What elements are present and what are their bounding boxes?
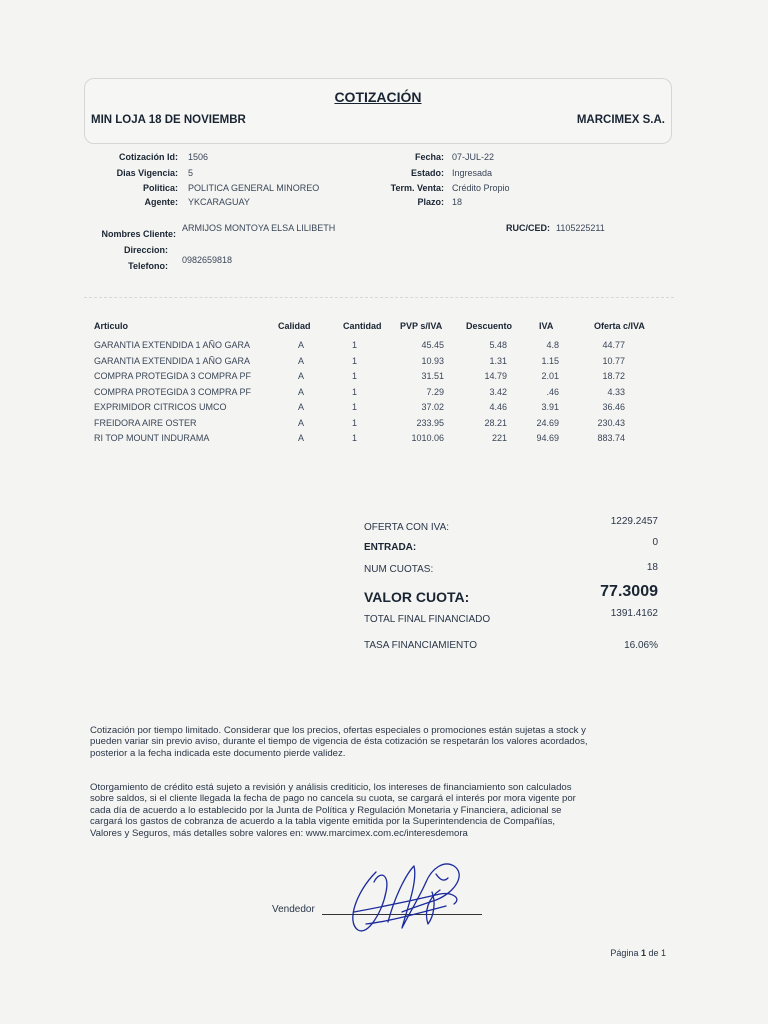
cell-offer: 44.77 <box>602 340 625 350</box>
cell-quantity: 1 <box>352 402 358 412</box>
date-label: Fecha: <box>414 152 444 162</box>
note-line: Otorgamiento de crédito está sujeto a revisión y análisis crediticio, los intereses de financiamiento son calculados <box>90 782 572 793</box>
seller-signature <box>336 852 476 942</box>
cell-discount: 14.79 <box>484 371 507 381</box>
total-financed-label: TOTAL FINAL FINANCIADO <box>364 614 491 625</box>
cell-offer: 230.43 <box>597 417 625 428</box>
col-header-article: Articulo <box>94 321 129 331</box>
phone-value: 0982659818 <box>182 255 233 265</box>
cell-iva: 4.8 <box>546 340 559 350</box>
agent-label: Agente: <box>144 197 178 207</box>
cell-article: FREIDORA AIRE OSTER <box>94 417 197 428</box>
cell-offer: 883.74 <box>597 433 625 443</box>
page-prefix: Página <box>610 948 641 958</box>
cell-iva: 2.01 <box>541 371 559 381</box>
total-financed-value: 1391.4162 <box>610 608 658 619</box>
header-box <box>84 78 672 144</box>
status-label: Estado: <box>410 168 444 178</box>
agent-value: YKCARAGUAY <box>188 197 250 207</box>
cell-pvp: 233.95 <box>416 417 444 428</box>
document-title: COTIZACIÓN <box>334 89 422 105</box>
cell-offer: 4.33 <box>607 386 625 397</box>
cell-article: RI TOP MOUNT INDURAMA <box>94 433 210 443</box>
sale-term-label: Term. Venta: <box>390 183 444 193</box>
cell-discount: 5.48 <box>489 340 507 350</box>
note-line: Valores y Seguros, más detalles sobre valores en: www.marcimex.com.ec/interesdemora <box>90 827 468 839</box>
phone-label: Telefono: <box>128 261 168 271</box>
cell-quantity: 1 <box>352 355 358 366</box>
cell-discount: 1.31 <box>489 355 507 366</box>
validity-days-value: 5 <box>188 168 194 178</box>
cell-quantity: 1 <box>352 386 358 397</box>
cell-quality: A <box>298 371 305 381</box>
cell-iva: 1.15 <box>541 355 559 366</box>
term-value: 18 <box>452 197 463 207</box>
cell-quality: A <box>298 433 305 443</box>
note-line: pueden variar sin previo aviso, durante el tiempo de vigencia de ésta cotización se respetarán los valores acordados, <box>90 736 588 748</box>
cell-article: COMPRA PROTEGIDA 3 COMPRA PF <box>94 386 252 397</box>
branch-name: MIN LOJA 18 DE NOVIEMBR <box>91 114 246 126</box>
cell-article: GARANTIA EXTENDIDA 1 AÑO GARA <box>94 355 251 366</box>
cell-iva: 94.69 <box>536 433 559 443</box>
cell-pvp: 45.45 <box>421 340 444 350</box>
page-total: 1 <box>660 948 666 958</box>
note-line: sobre saldos, si el cliente llegada la fecha de pago no cancela su cuota, se cargará el interés por mora vigente por <box>90 793 576 805</box>
cell-quality: A <box>298 340 305 350</box>
cell-discount: 28.21 <box>484 417 507 428</box>
col-header-iva: IVA <box>539 321 554 331</box>
policy-label: Politica: <box>142 183 178 193</box>
col-header-pvp: PVP s/IVA <box>400 321 443 331</box>
cell-iva: .46 <box>546 386 559 397</box>
status-value: Ingresada <box>452 168 493 178</box>
cell-iva: 3.91 <box>541 402 559 412</box>
page-separator: de <box>645 948 661 958</box>
cell-quality: A <box>298 402 305 412</box>
cell-article: GARANTIA EXTENDIDA 1 AÑO GARA <box>94 340 251 350</box>
note-line: Cotización por tiempo limitado. Considerar que los precios, ofertas especiales o promociones están sujetas a stock y <box>90 725 586 736</box>
cell-article: EXPRIMIDOR CITRICOS UMCO <box>94 402 227 412</box>
financing-rate-value: 16.06% <box>624 640 658 651</box>
term-label: Plazo: <box>417 197 444 207</box>
offer-with-iva-label: OFERTA CON IVA: <box>364 522 450 533</box>
offer-with-iva-value: 1229.2457 <box>610 516 658 527</box>
credit-note <box>90 782 668 839</box>
cell-offer: 18.72 <box>602 371 625 381</box>
installments-value: 18 <box>646 562 658 573</box>
validity-note <box>90 725 668 759</box>
cell-quality: A <box>298 355 305 366</box>
cell-quantity: 1 <box>352 433 358 443</box>
ruc-value: 1105225211 <box>556 223 605 233</box>
cell-iva: 24.69 <box>536 417 559 428</box>
ruc-label: RUC/CED: <box>506 223 550 233</box>
date-value: 07-JUL-22 <box>452 152 495 162</box>
installments-label: NUM CUOTAS: <box>364 564 434 575</box>
col-header-discount: Descuento <box>466 321 513 331</box>
validity-days-label: Dias Vigencia: <box>116 168 178 178</box>
note-line: cada día de acuerdo a lo establecido por la Junta de Política y Regulación Monetaria y Financiera, adicional se <box>90 804 562 816</box>
cell-offer: 36.46 <box>602 402 625 412</box>
quote-id-label: Cotización Id: <box>119 152 178 162</box>
cell-quality: A <box>298 386 305 397</box>
seller-label: Vendedor <box>272 904 315 915</box>
page-number <box>610 948 666 958</box>
cell-quantity: 1 <box>352 340 358 350</box>
cell-discount: 221 <box>491 433 507 443</box>
address-label: Direccion: <box>123 245 168 255</box>
cell-pvp: 7.29 <box>426 386 444 397</box>
cell-article: COMPRA PROTEGIDA 3 COMPRA PF <box>94 371 252 381</box>
company-name: MARCIMEX S.A. <box>576 114 665 126</box>
down-payment-value: 0 <box>652 537 658 548</box>
cell-discount: 3.42 <box>489 386 507 397</box>
down-payment-label: ENTRADA: <box>364 542 417 553</box>
sale-term-value: Crédito Propio <box>452 183 510 193</box>
note-line: cargará los gastos de cobranza de acuerdo a la tabla vigente emitida por la Superintendencia de Compañías, <box>90 816 556 828</box>
col-header-offer: Oferta c/IVA <box>594 321 645 331</box>
col-header-quantity: Cantidad <box>343 321 382 331</box>
page-current: 1 <box>640 948 646 958</box>
cell-discount: 4.46 <box>489 402 507 412</box>
section-divider <box>84 297 674 298</box>
installment-value-label: VALOR CUOTA: <box>364 589 470 605</box>
cell-pvp: 37.02 <box>421 402 444 412</box>
policy-value: POLITICA GENERAL MINOREO <box>188 183 320 193</box>
cell-pvp: 1010.06 <box>411 433 444 443</box>
quote-id-value: 1506 <box>188 152 209 162</box>
client-name-label: Nombres Cliente: <box>101 229 176 239</box>
note-line: posterior a la fecha indicada este documento pierde validez. <box>90 747 346 759</box>
cell-quality: A <box>298 417 305 428</box>
financing-rate-label: TASA FINANCIAMIENTO <box>364 640 477 651</box>
cell-pvp: 31.51 <box>421 371 444 381</box>
cell-offer: 10.77 <box>602 355 625 366</box>
cell-quantity: 1 <box>352 417 358 428</box>
col-header-quality: Calidad <box>278 321 311 331</box>
cell-pvp: 10.93 <box>421 355 444 366</box>
cell-quantity: 1 <box>352 371 358 381</box>
client-name-value: ARMIJOS MONTOYA ELSA LILIBETH <box>182 223 336 233</box>
installment-value: 77.3009 <box>600 583 658 600</box>
